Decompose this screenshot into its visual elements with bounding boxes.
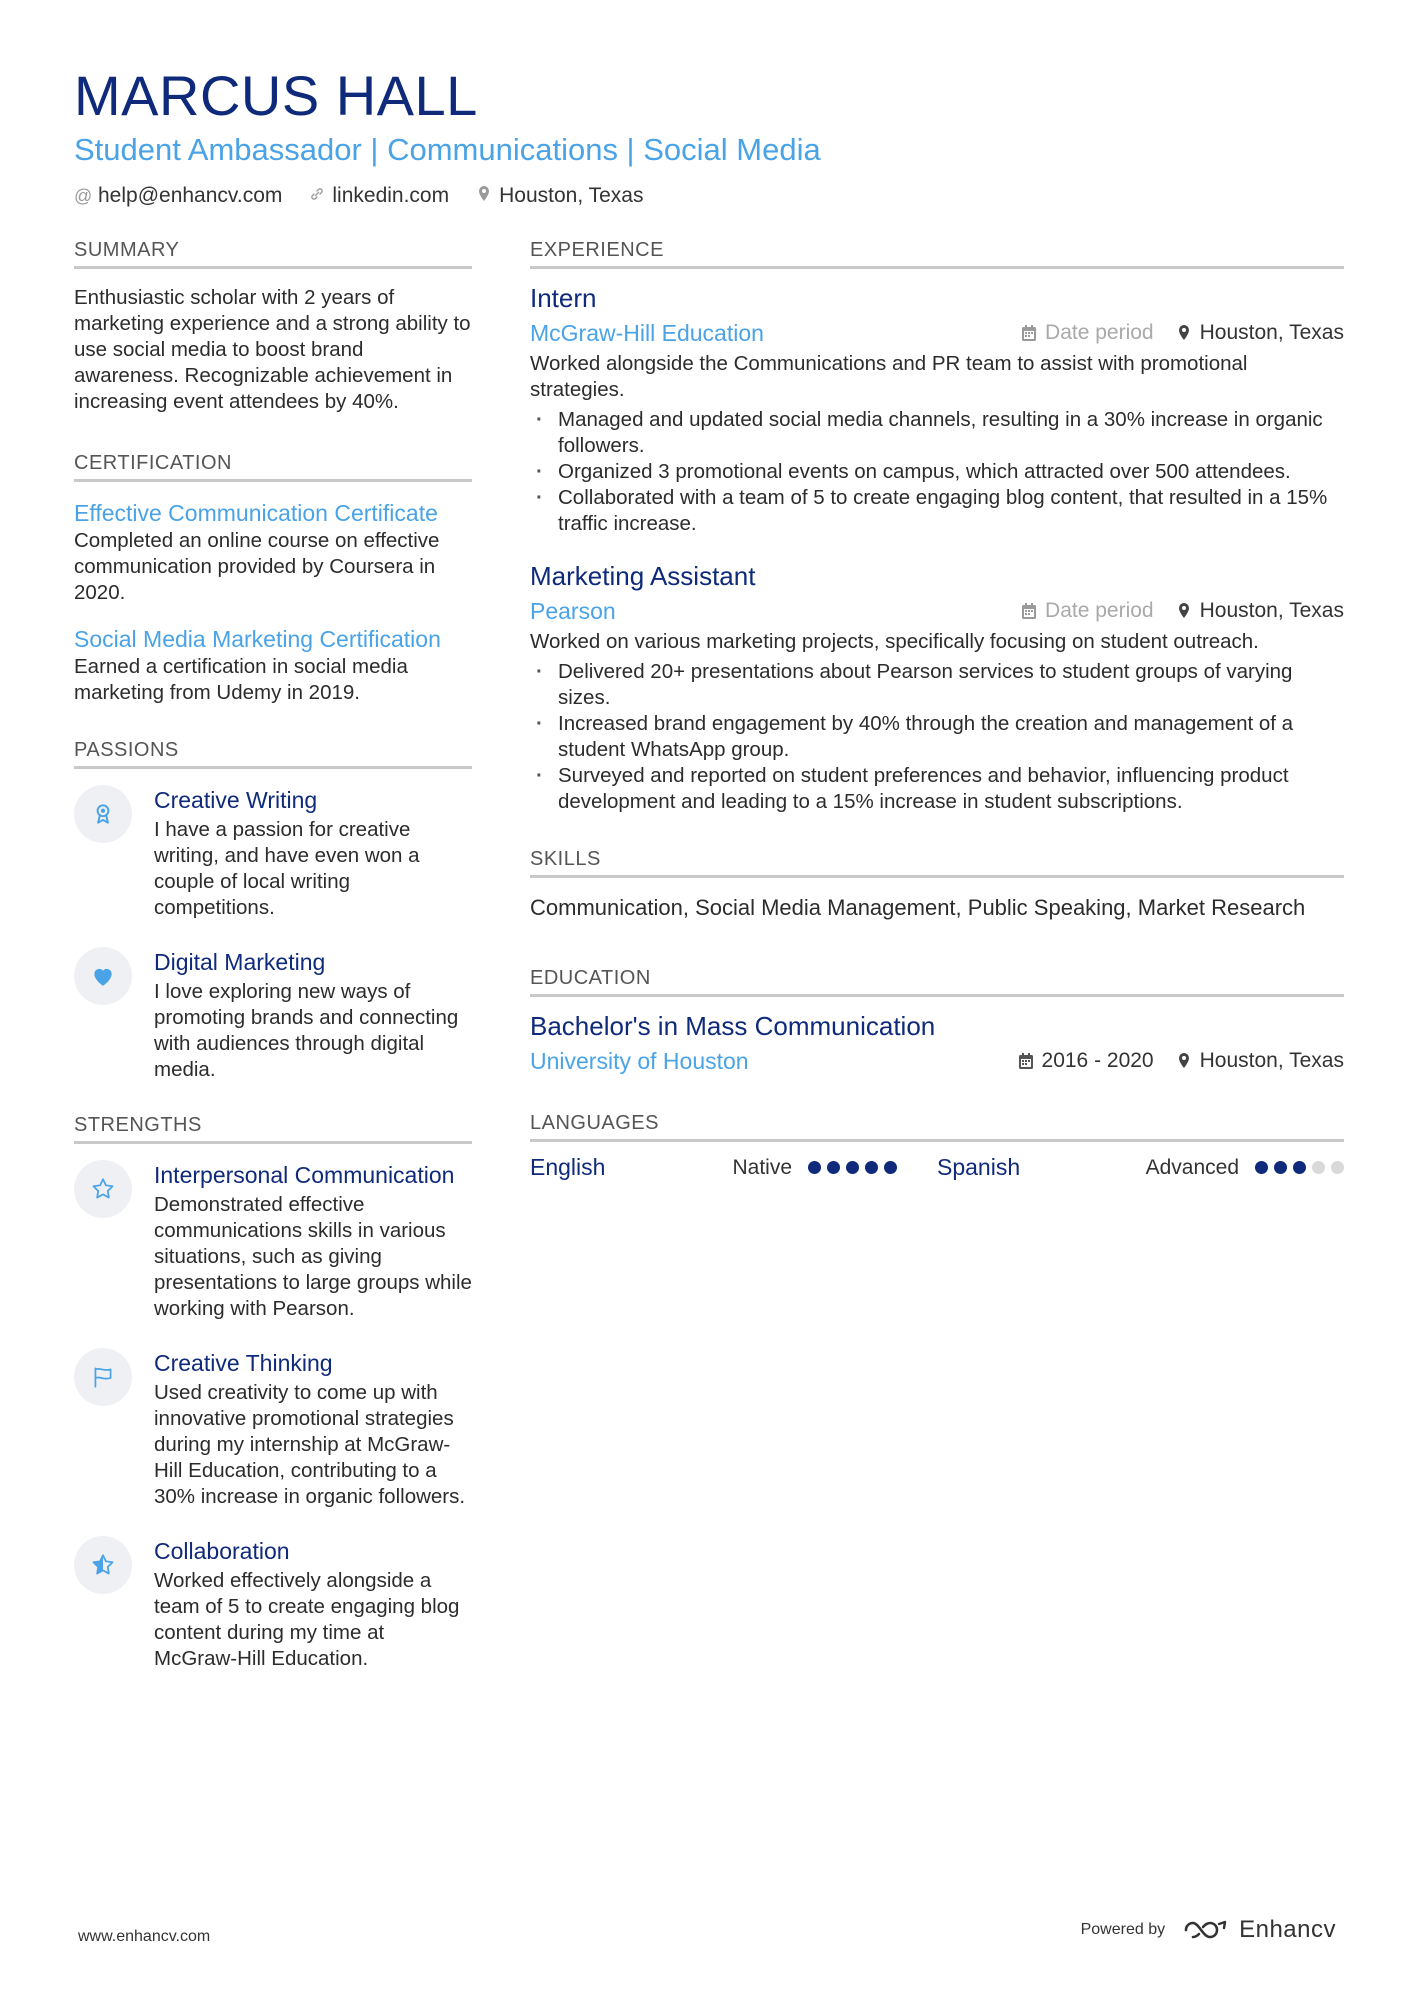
rating-dot-filled <box>1255 1161 1268 1174</box>
location-pin-icon <box>1176 602 1192 620</box>
certification-text: Earned a certification in social media marketing from Udemy in 2019. <box>74 655 408 704</box>
rating-dot-filled <box>808 1161 821 1174</box>
job-location-text: Houston, Texas <box>1199 599 1344 622</box>
certification-item <box>74 498 472 606</box>
passion-text: I love exploring new ways of promoting brands and connecting with audiences through digital media. <box>154 980 459 1081</box>
company-name: McGraw-Hill Education <box>530 320 764 346</box>
certification-item <box>74 624 472 706</box>
calendar-icon <box>1021 324 1037 342</box>
job-location-text: Houston, Texas <box>1199 321 1344 344</box>
language-rating <box>808 1161 897 1174</box>
footer-branding <box>1081 1916 1336 1944</box>
at-icon: @ <box>74 185 93 206</box>
education-date <box>1018 1049 1154 1073</box>
rating-dot-filled <box>1293 1161 1306 1174</box>
certification-title: Social Media Marketing Certification <box>74 626 441 652</box>
job-location <box>1176 599 1344 623</box>
calendar-icon <box>1021 602 1037 620</box>
language-rating <box>1255 1161 1344 1174</box>
rating-dot-filled <box>827 1161 840 1174</box>
education-heading: EDUCATION <box>530 964 1344 997</box>
strength-title: Creative Thinking <box>154 1350 333 1376</box>
rating-dot-empty <box>1312 1161 1325 1174</box>
passion-item <box>74 785 472 921</box>
job-bullet: · Organized 3 promotional events on campus, which attracted over 500 attendees. <box>530 459 1344 485</box>
job-description: Worked alongside the Communications and PR team to assist with promotional strategies. <box>530 352 1248 401</box>
strength-item <box>74 1536 472 1672</box>
certification-text: Completed an online course on effective communication provided by Coursera in 2020. <box>74 529 440 604</box>
job-bullet: · Collaborated with a team of 5 to create engaging blog content, that resulted in a 15% traffic increase. <box>530 485 1344 537</box>
language-level: Native <box>732 1155 792 1179</box>
contact-linkedin[interactable] <box>308 184 449 208</box>
contact-row <box>74 184 1344 208</box>
summary-text: Enthusiastic scholar with 2 years of marketing experience and a strong ability to use social media to boost brand awareness. Recognizable achievement in increasing event attendees by 40%. <box>74 286 471 413</box>
language-item <box>530 1154 937 1181</box>
job-bullet: · Managed and updated social media channels, resulting in a 30% increase in organic followers. <box>530 407 1344 459</box>
resume-header <box>74 62 1344 208</box>
contact-email[interactable] <box>74 184 282 208</box>
footer-website[interactable]: www.enhancv.com <box>78 1928 211 1945</box>
education-location-text: Houston, Texas <box>1199 1049 1344 1072</box>
certification-section <box>74 449 472 706</box>
job-entry <box>530 559 1344 815</box>
language-name: English <box>530 1154 606 1180</box>
certification-title: Effective Communication Certificate <box>74 500 438 526</box>
job-bullets <box>530 407 1344 537</box>
job-entry <box>530 281 1344 537</box>
passion-text: I have a passion for creative writing, and have even won a couple of local writing competitions. <box>154 818 420 919</box>
rating-dot-filled <box>1274 1161 1287 1174</box>
skills-text: Communication, Social Media Management, Public Speaking, Market Research <box>530 895 1306 920</box>
strength-text: Demonstrated effective communications skills in various situations, such as giving presentations to large groups while working with Pearson. <box>154 1193 472 1320</box>
passion-item <box>74 947 472 1083</box>
experience-heading: EXPERIENCE <box>530 236 1344 269</box>
degree-title: Bachelor's in Mass Communication <box>530 1011 936 1041</box>
strength-text: Worked effectively alongside a team of 5 to create engaging blog content during my time at McGraw-Hill Education. <box>154 1569 460 1670</box>
powered-by-text: Powered by <box>1080 1921 1166 1938</box>
location-pin-icon <box>1176 1052 1192 1070</box>
strength-text: Used creativity to come up with innovative promotional strategies during my internship at McGraw-Hill Education, contributing to a 30% increase in organic followers. <box>154 1381 466 1508</box>
certification-heading: CERTIFICATION <box>74 449 472 482</box>
school-name: University of Houston <box>530 1048 749 1074</box>
job-meta <box>530 595 1344 627</box>
education-meta <box>530 1045 1344 1077</box>
company-name: Pearson <box>530 598 616 624</box>
email-text: help@enhancv.com <box>98 184 283 207</box>
job-title: Marketing Assistant <box>530 561 756 591</box>
brand-logo[interactable] <box>1183 1916 1336 1944</box>
rating-dot-filled <box>884 1161 897 1174</box>
summary-heading: SUMMARY <box>74 236 472 269</box>
left-column <box>74 236 472 1706</box>
summary-section <box>74 236 472 415</box>
job-meta <box>530 317 1344 349</box>
enhancv-logo-icon <box>1183 1918 1229 1942</box>
heart-icon <box>74 947 132 1005</box>
languages-heading: LANGUAGES <box>530 1109 1344 1142</box>
job-bullet: · Delivered 20+ presentations about Pearson services to student groups of varying sizes. <box>530 659 1344 711</box>
contact-location <box>475 184 643 208</box>
rating-dot-filled <box>865 1161 878 1174</box>
rating-dot-filled <box>846 1161 859 1174</box>
location-pin-icon <box>475 185 493 208</box>
languages-section <box>530 1109 1344 1181</box>
link-icon <box>308 186 326 207</box>
job-location <box>1176 321 1344 345</box>
language-level: Advanced <box>1145 1155 1239 1179</box>
location-pin-icon <box>1176 324 1192 342</box>
strength-item <box>74 1348 472 1510</box>
strength-title: Collaboration <box>154 1538 290 1564</box>
passion-title: Digital Marketing <box>154 949 326 975</box>
job-date <box>1021 599 1154 623</box>
job-description: Worked on various marketing projects, specifically focusing on student outreach. <box>530 630 1259 653</box>
strength-title: Interpersonal Communication <box>154 1162 455 1188</box>
location-text: Houston, Texas <box>499 184 644 207</box>
strengths-heading: STRENGTHS <box>74 1111 472 1144</box>
languages-row <box>530 1154 1344 1181</box>
experience-section <box>530 236 1344 815</box>
language-name: Spanish <box>937 1154 1021 1180</box>
star-icon <box>74 1160 132 1218</box>
job-date <box>1021 321 1154 345</box>
language-item <box>937 1154 1344 1181</box>
linkedin-text: linkedin.com <box>332 184 450 207</box>
job-bullet: · Increased brand engagement by 40% through the creation and management of a student WhatsApp group. <box>530 711 1344 763</box>
right-column <box>530 236 1344 1215</box>
job-bullets <box>530 659 1344 815</box>
skills-section <box>530 845 1344 922</box>
passion-title: Creative Writing <box>154 787 318 813</box>
brand-name: Enhancv <box>1239 1916 1336 1943</box>
skills-heading: SKILLS <box>530 845 1344 878</box>
job-date-text: Date period <box>1045 321 1154 344</box>
education-date-text: 2016 - 2020 <box>1041 1049 1154 1072</box>
calendar-icon <box>1018 1052 1034 1070</box>
award-icon <box>74 785 132 843</box>
flag-icon <box>74 1348 132 1406</box>
candidate-name: MARCUS HALL <box>74 64 478 127</box>
passions-section <box>74 736 472 1083</box>
rating-dot-empty <box>1331 1161 1344 1174</box>
strengths-section <box>74 1111 472 1672</box>
strength-item <box>74 1160 472 1322</box>
half-star-icon <box>74 1536 132 1594</box>
job-title: Intern <box>530 283 597 313</box>
passions-heading: PASSIONS <box>74 736 472 769</box>
education-location <box>1176 1049 1344 1073</box>
education-section <box>530 964 1344 1077</box>
job-date-text: Date period <box>1045 599 1154 622</box>
candidate-title: Student Ambassador | Communications | Social Media <box>74 132 821 167</box>
job-bullet: · Surveyed and reported on student preferences and behavior, influencing product development and leading to a 15% increase in student subscriptions. <box>530 763 1344 815</box>
